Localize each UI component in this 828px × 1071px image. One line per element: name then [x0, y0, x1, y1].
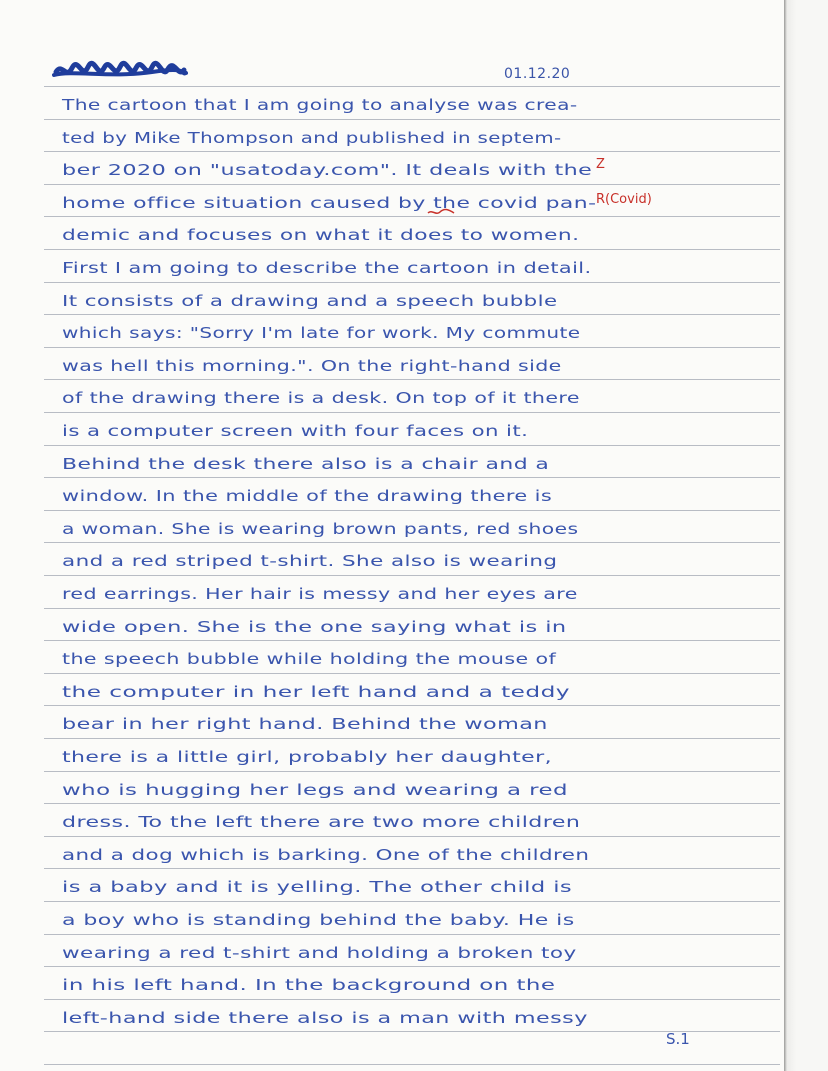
text-line: a boy who is standing behind the baby. He is [62, 911, 575, 929]
text-line: It consists of a drawing and a speech bubble [62, 291, 558, 310]
ruled-line [44, 934, 780, 935]
ruled-line [44, 151, 780, 152]
ruled-line [44, 379, 780, 380]
ruled-line [44, 347, 780, 348]
ruled-line [44, 510, 780, 511]
text-line: The cartoon that I am going to analyse was crea- [62, 96, 578, 114]
text-line: red earrings. Her hair is messy and her eyes are [62, 585, 578, 603]
ruled-line [44, 216, 780, 217]
text-line: who is hugging her legs and wearing a red [62, 780, 568, 799]
ruled-line [44, 705, 780, 706]
text-line: and a red striped t-shirt. She also is wearing [62, 552, 558, 571]
text-line: wearing a red t-shirt and holding a broken toy [62, 943, 577, 962]
text-line: Behind the desk there also is a chair and a [62, 454, 550, 473]
entry-date: 01.12.20 [504, 66, 571, 82]
text-line: the speech bubble while holding the mouse of [62, 650, 557, 669]
text-line: ted by Mike Thompson and published in septem- [62, 128, 562, 147]
ruled-line [44, 640, 780, 641]
ruled-line [44, 999, 780, 1000]
text-line: is a baby and it is yelling. The other child is [62, 878, 573, 897]
ruled-line [44, 901, 780, 902]
text-line: of the drawing there is a desk. On top of it there [62, 389, 580, 408]
ruled-line [44, 868, 780, 869]
ruled-line [44, 608, 780, 609]
ruled-line [44, 836, 780, 837]
ruled-line [44, 575, 780, 576]
correction-underline [426, 208, 456, 216]
text-line: window. In the middle of the drawing there is [62, 487, 553, 506]
text-line: there is a little girl, probably her daughter, [62, 748, 553, 766]
text-line: which says: "Sorry I'm late for work. My commute [62, 324, 581, 343]
text-line: home office situation caused by the covid pan- [62, 193, 597, 212]
text-line: is a computer screen with four faces on it. [62, 422, 529, 440]
text-line: First I am going to describe the cartoon in detail. [62, 259, 592, 277]
text-line: in his left hand. In the background on the [62, 976, 556, 995]
correction-mark: Z [596, 157, 605, 172]
ruled-line [44, 803, 780, 804]
ruled-line [44, 966, 780, 967]
text-line: a woman. She is wearing brown pants, red shoes [62, 519, 579, 538]
ruled-line [44, 445, 780, 446]
text-line: bear in her right hand. Behind the woman [62, 715, 548, 734]
ruled-line [44, 86, 780, 87]
text-line: was hell this morning.". On the right-hand side [62, 356, 562, 375]
ruled-line [44, 119, 780, 120]
ruled-line [44, 771, 780, 772]
ruled-line [44, 477, 780, 478]
crossed-out-heading [52, 58, 188, 84]
ruled-line [44, 1064, 780, 1065]
text-line: the computer in her left hand and a teddy [62, 682, 570, 701]
text-line: ber 2020 on "usatoday.com". It deals with the [62, 161, 593, 180]
ruled-line [44, 738, 780, 739]
correction-note: R(Covid) [596, 192, 652, 207]
text-line: dress. To the left there are two more children [62, 813, 581, 832]
text-line: and a dog which is barking. One of the children [62, 845, 590, 864]
ruled-line [44, 542, 780, 543]
text-line: demic and focuses on what it does to women. [62, 226, 580, 245]
ruled-line [44, 184, 780, 185]
page-edge [784, 0, 828, 1071]
ruled-line [44, 249, 780, 250]
ruled-line [44, 314, 780, 315]
text-line: wide open. She is the one saying what is in [62, 617, 567, 636]
ruled-line [44, 282, 780, 283]
text-line: left-hand side there also is a man with messy [62, 1008, 588, 1027]
ruled-line [44, 412, 780, 413]
page-number: S.1 [666, 1030, 690, 1048]
ruled-line [44, 673, 780, 674]
